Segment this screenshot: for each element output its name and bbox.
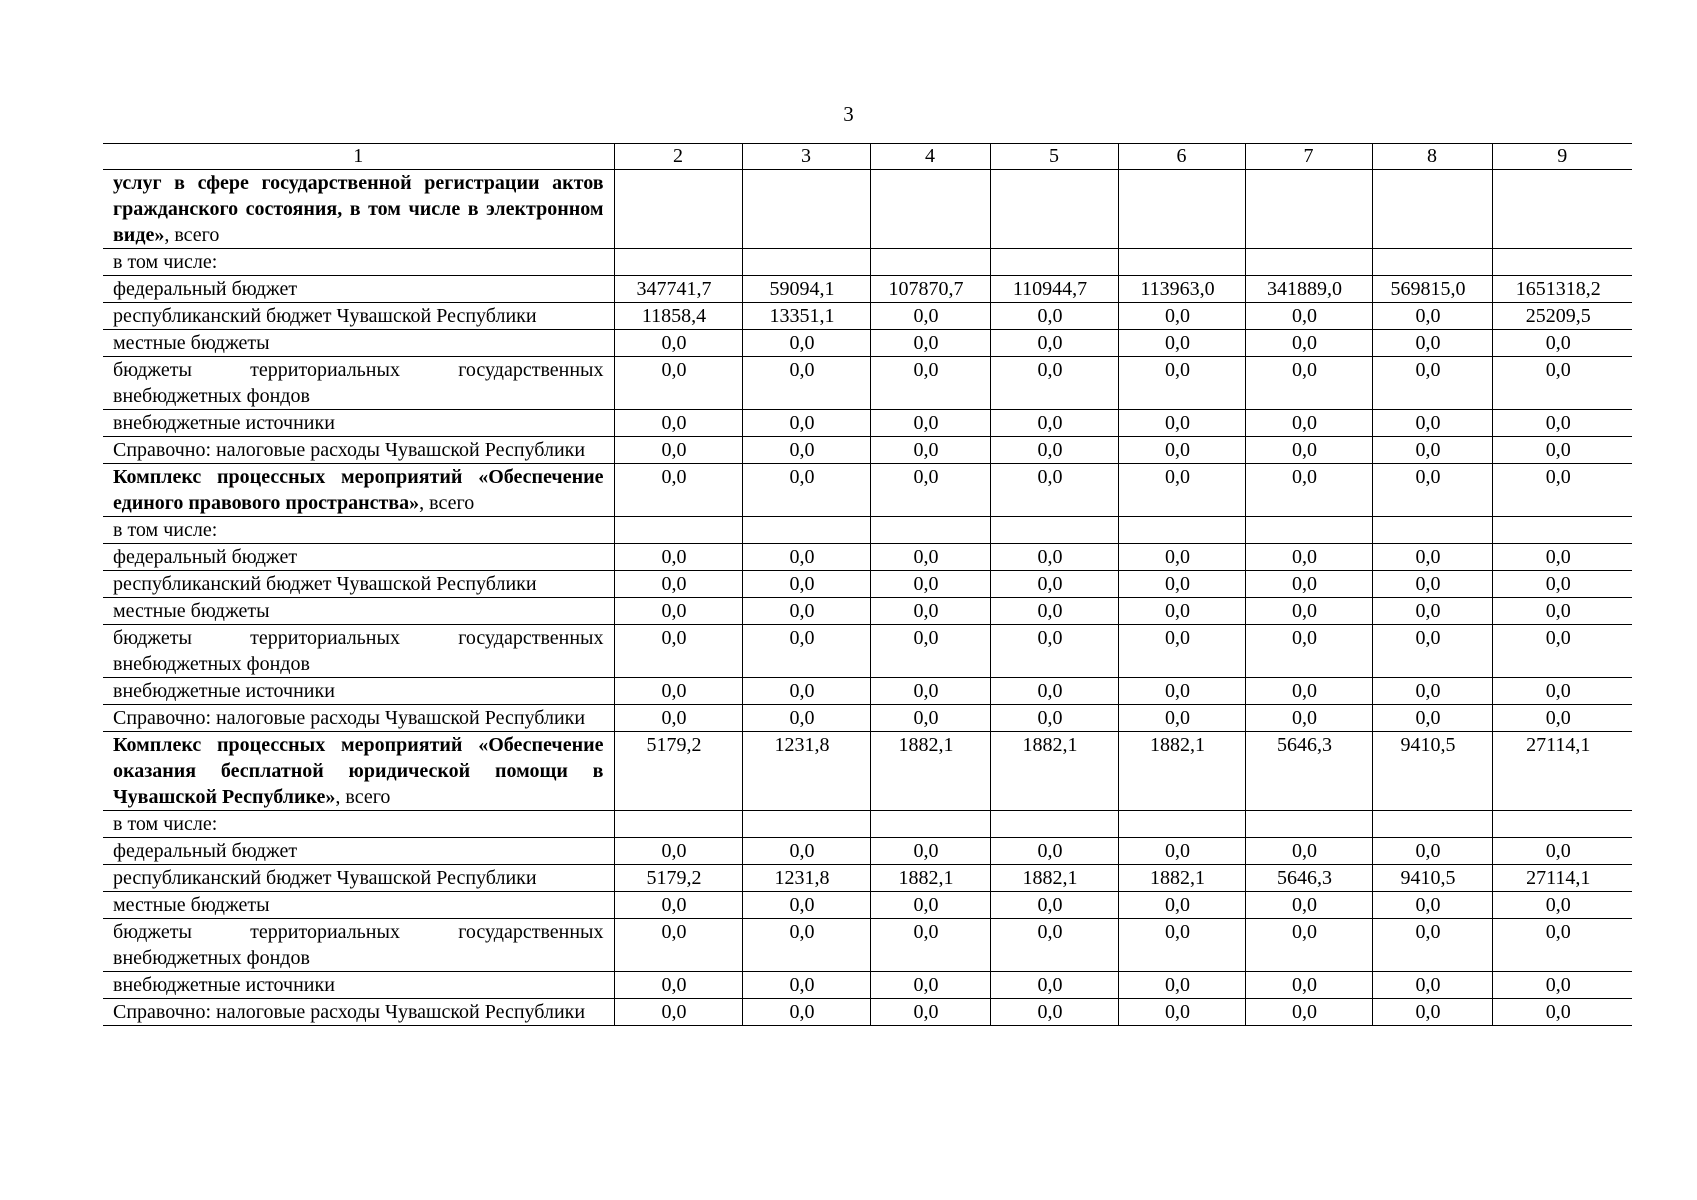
value-cell: [1492, 170, 1632, 249]
value-cell: 0,0: [1245, 892, 1372, 919]
value-cell: 0,0: [1245, 410, 1372, 437]
value-cell: 0,0: [1372, 705, 1492, 732]
column-header: 5: [990, 144, 1118, 170]
value-cell: [1492, 811, 1632, 838]
value-cell: 0,0: [742, 437, 870, 464]
value-cell: 0,0: [1372, 464, 1492, 517]
value-cell: 0,0: [990, 625, 1118, 678]
column-header: 3: [742, 144, 870, 170]
section-title: Комплекс процессных мероприятий «Обеспечение оказания бесплатной юридической помощи в Чувашской Республике»: [113, 734, 604, 808]
value-cell: 0,0: [1492, 625, 1632, 678]
value-cell: 0,0: [1245, 437, 1372, 464]
value-cell: 0,0: [742, 678, 870, 705]
value-cell: [1372, 170, 1492, 249]
table-row: [103, 330, 1632, 357]
section-row: [103, 464, 1632, 517]
value-cell: [1372, 811, 1492, 838]
table-row: [103, 437, 1632, 464]
value-cell: 0,0: [614, 464, 742, 517]
value-cell: 0,0: [1118, 357, 1245, 410]
value-cell: [1118, 170, 1245, 249]
value-cell: [614, 811, 742, 838]
value-cell: [742, 811, 870, 838]
value-cell: 0,0: [614, 919, 742, 972]
value-cell: 27114,1: [1492, 732, 1632, 811]
value-cell: 0,0: [1492, 892, 1632, 919]
value-cell: [870, 811, 990, 838]
value-cell: [614, 249, 742, 276]
value-cell: 0,0: [870, 919, 990, 972]
value-cell: 0,0: [1118, 598, 1245, 625]
value-cell: 569815,0: [1372, 276, 1492, 303]
row-label: бюджеты территориальных государственных внебюджетных фондов: [103, 625, 614, 678]
section-title-suffix: , всего: [335, 786, 391, 808]
value-cell: 0,0: [1492, 437, 1632, 464]
value-cell: 0,0: [1245, 838, 1372, 865]
value-cell: 0,0: [1245, 598, 1372, 625]
value-cell: 0,0: [870, 598, 990, 625]
value-cell: 0,0: [990, 919, 1118, 972]
value-cell: [990, 811, 1118, 838]
value-cell: 0,0: [990, 892, 1118, 919]
value-cell: [742, 517, 870, 544]
column-header: 2: [614, 144, 742, 170]
value-cell: 0,0: [742, 972, 870, 999]
value-cell: 0,0: [742, 892, 870, 919]
value-cell: 0,0: [1372, 544, 1492, 571]
value-cell: 0,0: [1245, 571, 1372, 598]
value-cell: 0,0: [614, 892, 742, 919]
value-cell: [990, 249, 1118, 276]
row-label: республиканский бюджет Чувашской Республики: [103, 303, 614, 330]
value-cell: 1882,1: [1118, 865, 1245, 892]
value-cell: 0,0: [1492, 999, 1632, 1026]
value-cell: [870, 249, 990, 276]
section-title: Комплекс процессных мероприятий «Обеспечение единого правового пространства»: [113, 466, 604, 514]
value-cell: 5646,3: [1245, 732, 1372, 811]
value-cell: 0,0: [990, 598, 1118, 625]
value-cell: [1118, 249, 1245, 276]
value-cell: 1882,1: [870, 732, 990, 811]
value-cell: 0,0: [1118, 999, 1245, 1026]
value-cell: 0,0: [1118, 892, 1245, 919]
row-label: бюджеты территориальных государственных внебюджетных фондов: [103, 357, 614, 410]
value-cell: 0,0: [1118, 838, 1245, 865]
value-cell: 0,0: [614, 678, 742, 705]
value-cell: 0,0: [742, 705, 870, 732]
value-cell: 0,0: [870, 678, 990, 705]
value-cell: 0,0: [870, 705, 990, 732]
row-label: федеральный бюджет: [103, 544, 614, 571]
value-cell: 0,0: [1372, 330, 1492, 357]
value-cell: 0,0: [1372, 838, 1492, 865]
value-cell: 0,0: [614, 437, 742, 464]
row-label: бюджеты территориальных государственных внебюджетных фондов: [103, 919, 614, 972]
value-cell: 1651318,2: [1492, 276, 1632, 303]
table-row: [103, 276, 1632, 303]
value-cell: 0,0: [870, 972, 990, 999]
value-cell: 0,0: [1372, 892, 1492, 919]
table-row: [103, 517, 1632, 544]
value-cell: 5179,2: [614, 865, 742, 892]
value-cell: [870, 517, 990, 544]
value-cell: 0,0: [614, 571, 742, 598]
row-label: местные бюджеты: [103, 330, 614, 357]
value-cell: 0,0: [1372, 625, 1492, 678]
value-cell: [1492, 249, 1632, 276]
value-cell: 0,0: [742, 464, 870, 517]
value-cell: 0,0: [614, 705, 742, 732]
value-cell: 0,0: [1245, 303, 1372, 330]
table-row: [103, 357, 1632, 410]
value-cell: 0,0: [1118, 464, 1245, 517]
row-label: местные бюджеты: [103, 892, 614, 919]
value-cell: 0,0: [1118, 330, 1245, 357]
value-cell: 0,0: [870, 303, 990, 330]
section-title-suffix: , всего: [164, 224, 220, 246]
value-cell: [1492, 517, 1632, 544]
value-cell: 0,0: [614, 838, 742, 865]
value-cell: 0,0: [614, 357, 742, 410]
value-cell: 0,0: [1372, 357, 1492, 410]
value-cell: 0,0: [990, 999, 1118, 1026]
value-cell: 0,0: [742, 544, 870, 571]
value-cell: 0,0: [1245, 357, 1372, 410]
value-cell: 0,0: [614, 330, 742, 357]
value-cell: 0,0: [1118, 571, 1245, 598]
value-cell: [1372, 517, 1492, 544]
section-row: [103, 170, 1632, 249]
table-row: [103, 571, 1632, 598]
value-cell: 113963,0: [1118, 276, 1245, 303]
value-cell: 1882,1: [1118, 732, 1245, 811]
row-label: внебюджетные источники: [103, 972, 614, 999]
value-cell: 0,0: [1118, 625, 1245, 678]
value-cell: 0,0: [1245, 999, 1372, 1026]
value-cell: 0,0: [742, 410, 870, 437]
value-cell: 0,0: [1245, 625, 1372, 678]
value-cell: 9410,5: [1372, 865, 1492, 892]
section-title-suffix: , всего: [419, 492, 475, 514]
value-cell: 0,0: [1492, 972, 1632, 999]
value-cell: [1245, 170, 1372, 249]
value-cell: [990, 170, 1118, 249]
value-cell: 5179,2: [614, 732, 742, 811]
value-cell: 25209,5: [1492, 303, 1632, 330]
value-cell: 0,0: [1492, 678, 1632, 705]
value-cell: [1245, 811, 1372, 838]
row-label: в том числе:: [103, 517, 614, 544]
value-cell: 0,0: [1118, 919, 1245, 972]
value-cell: 0,0: [1245, 464, 1372, 517]
value-cell: 0,0: [870, 625, 990, 678]
value-cell: 0,0: [990, 972, 1118, 999]
value-cell: 1231,8: [742, 732, 870, 811]
row-label: республиканский бюджет Чувашской Республики: [103, 571, 614, 598]
value-cell: 0,0: [614, 598, 742, 625]
column-header: 1: [103, 144, 614, 170]
value-cell: 0,0: [1245, 919, 1372, 972]
value-cell: 0,0: [1492, 571, 1632, 598]
value-cell: 0,0: [870, 544, 990, 571]
row-label: федеральный бюджет: [103, 276, 614, 303]
value-cell: 11858,4: [614, 303, 742, 330]
value-cell: 1882,1: [990, 865, 1118, 892]
section-title: услуг в сфере государственной регистрации актов гражданского состояния, в том числе в электронном виде»: [113, 172, 604, 246]
row-label: [103, 464, 614, 517]
value-cell: 0,0: [742, 571, 870, 598]
table-row: [103, 705, 1632, 732]
row-label: [103, 732, 614, 811]
value-cell: 0,0: [742, 598, 870, 625]
budget-table: [103, 143, 1632, 1026]
value-cell: 0,0: [614, 972, 742, 999]
value-cell: 0,0: [1245, 544, 1372, 571]
value-cell: 1882,1: [990, 732, 1118, 811]
row-label: республиканский бюджет Чувашской Республики: [103, 865, 614, 892]
row-label: в том числе:: [103, 811, 614, 838]
value-cell: 347741,7: [614, 276, 742, 303]
table-row: [103, 303, 1632, 330]
value-cell: 0,0: [1245, 678, 1372, 705]
row-label: внебюджетные источники: [103, 678, 614, 705]
value-cell: 0,0: [742, 330, 870, 357]
value-cell: 0,0: [742, 999, 870, 1026]
value-cell: 0,0: [1118, 437, 1245, 464]
value-cell: 0,0: [1372, 410, 1492, 437]
value-cell: 0,0: [870, 464, 990, 517]
value-cell: 0,0: [1372, 571, 1492, 598]
value-cell: 0,0: [614, 544, 742, 571]
value-cell: 0,0: [1372, 598, 1492, 625]
value-cell: 1882,1: [870, 865, 990, 892]
row-label: федеральный бюджет: [103, 838, 614, 865]
value-cell: 0,0: [1118, 544, 1245, 571]
column-header: 7: [1245, 144, 1372, 170]
table-row: [103, 999, 1632, 1026]
table-row: [103, 838, 1632, 865]
value-cell: 0,0: [990, 357, 1118, 410]
value-cell: [1245, 249, 1372, 276]
row-label: местные бюджеты: [103, 598, 614, 625]
value-cell: 0,0: [870, 571, 990, 598]
value-cell: 0,0: [1372, 437, 1492, 464]
value-cell: 0,0: [990, 330, 1118, 357]
value-cell: 0,0: [1372, 303, 1492, 330]
value-cell: [1118, 517, 1245, 544]
value-cell: 110944,7: [990, 276, 1118, 303]
value-cell: 1231,8: [742, 865, 870, 892]
table-row: [103, 811, 1632, 838]
value-cell: 0,0: [1492, 464, 1632, 517]
value-cell: 0,0: [870, 410, 990, 437]
value-cell: 0,0: [1372, 919, 1492, 972]
value-cell: 0,0: [990, 410, 1118, 437]
value-cell: 341889,0: [1245, 276, 1372, 303]
value-cell: 0,0: [1492, 330, 1632, 357]
value-cell: 0,0: [870, 357, 990, 410]
table-row: [103, 919, 1632, 972]
value-cell: 59094,1: [742, 276, 870, 303]
value-cell: 0,0: [1118, 678, 1245, 705]
value-cell: 0,0: [990, 437, 1118, 464]
table-row: [103, 892, 1632, 919]
value-cell: 0,0: [1492, 544, 1632, 571]
value-cell: 0,0: [1118, 410, 1245, 437]
row-label: Справочно: налоговые расходы Чувашской Республики: [103, 999, 614, 1026]
value-cell: 0,0: [1245, 972, 1372, 999]
value-cell: 0,0: [1118, 303, 1245, 330]
section-row: [103, 732, 1632, 811]
column-header: 6: [1118, 144, 1245, 170]
value-cell: 9410,5: [1372, 732, 1492, 811]
row-label: в том числе:: [103, 249, 614, 276]
value-cell: 0,0: [1372, 999, 1492, 1026]
value-cell: [1118, 811, 1245, 838]
value-cell: 0,0: [1492, 705, 1632, 732]
column-header: 9: [1492, 144, 1632, 170]
table-row: [103, 972, 1632, 999]
value-cell: [1245, 517, 1372, 544]
value-cell: 0,0: [990, 544, 1118, 571]
value-cell: 0,0: [742, 625, 870, 678]
page-number: 3: [843, 102, 854, 126]
value-cell: 0,0: [614, 410, 742, 437]
column-header-row: [103, 144, 1632, 170]
row-label: внебюджетные источники: [103, 410, 614, 437]
value-cell: [990, 517, 1118, 544]
value-cell: 0,0: [1372, 678, 1492, 705]
value-cell: 0,0: [742, 357, 870, 410]
value-cell: 0,0: [614, 999, 742, 1026]
value-cell: 0,0: [1118, 705, 1245, 732]
value-cell: [870, 170, 990, 249]
value-cell: [742, 170, 870, 249]
row-label: Справочно: налоговые расходы Чувашской Республики: [103, 705, 614, 732]
value-cell: 0,0: [1118, 972, 1245, 999]
table-row: [103, 678, 1632, 705]
value-cell: 0,0: [870, 437, 990, 464]
value-cell: 0,0: [870, 892, 990, 919]
value-cell: 0,0: [1245, 705, 1372, 732]
value-cell: [1372, 249, 1492, 276]
value-cell: [614, 170, 742, 249]
table-row: [103, 598, 1632, 625]
value-cell: 0,0: [990, 303, 1118, 330]
table-row: [103, 544, 1632, 571]
value-cell: 0,0: [1372, 972, 1492, 999]
value-cell: 0,0: [870, 999, 990, 1026]
row-label: [103, 170, 614, 249]
value-cell: 0,0: [990, 705, 1118, 732]
value-cell: 0,0: [990, 838, 1118, 865]
value-cell: 5646,3: [1245, 865, 1372, 892]
row-label: Справочно: налоговые расходы Чувашской Республики: [103, 437, 614, 464]
value-cell: 0,0: [1492, 838, 1632, 865]
column-header: 8: [1372, 144, 1492, 170]
table-row: [103, 410, 1632, 437]
value-cell: 13351,1: [742, 303, 870, 330]
table-row: [103, 865, 1632, 892]
value-cell: 0,0: [1492, 357, 1632, 410]
value-cell: 0,0: [742, 838, 870, 865]
value-cell: 0,0: [1492, 598, 1632, 625]
value-cell: 27114,1: [1492, 865, 1632, 892]
table-row: [103, 249, 1632, 276]
value-cell: [614, 517, 742, 544]
value-cell: 0,0: [870, 330, 990, 357]
value-cell: 0,0: [742, 919, 870, 972]
value-cell: 0,0: [990, 571, 1118, 598]
value-cell: 0,0: [614, 625, 742, 678]
value-cell: 0,0: [870, 838, 990, 865]
column-header: 4: [870, 144, 990, 170]
value-cell: 0,0: [1492, 919, 1632, 972]
value-cell: [742, 249, 870, 276]
value-cell: 0,0: [990, 464, 1118, 517]
value-cell: 0,0: [990, 678, 1118, 705]
table-row: [103, 625, 1632, 678]
value-cell: 0,0: [1492, 410, 1632, 437]
value-cell: 0,0: [1245, 330, 1372, 357]
value-cell: 107870,7: [870, 276, 990, 303]
